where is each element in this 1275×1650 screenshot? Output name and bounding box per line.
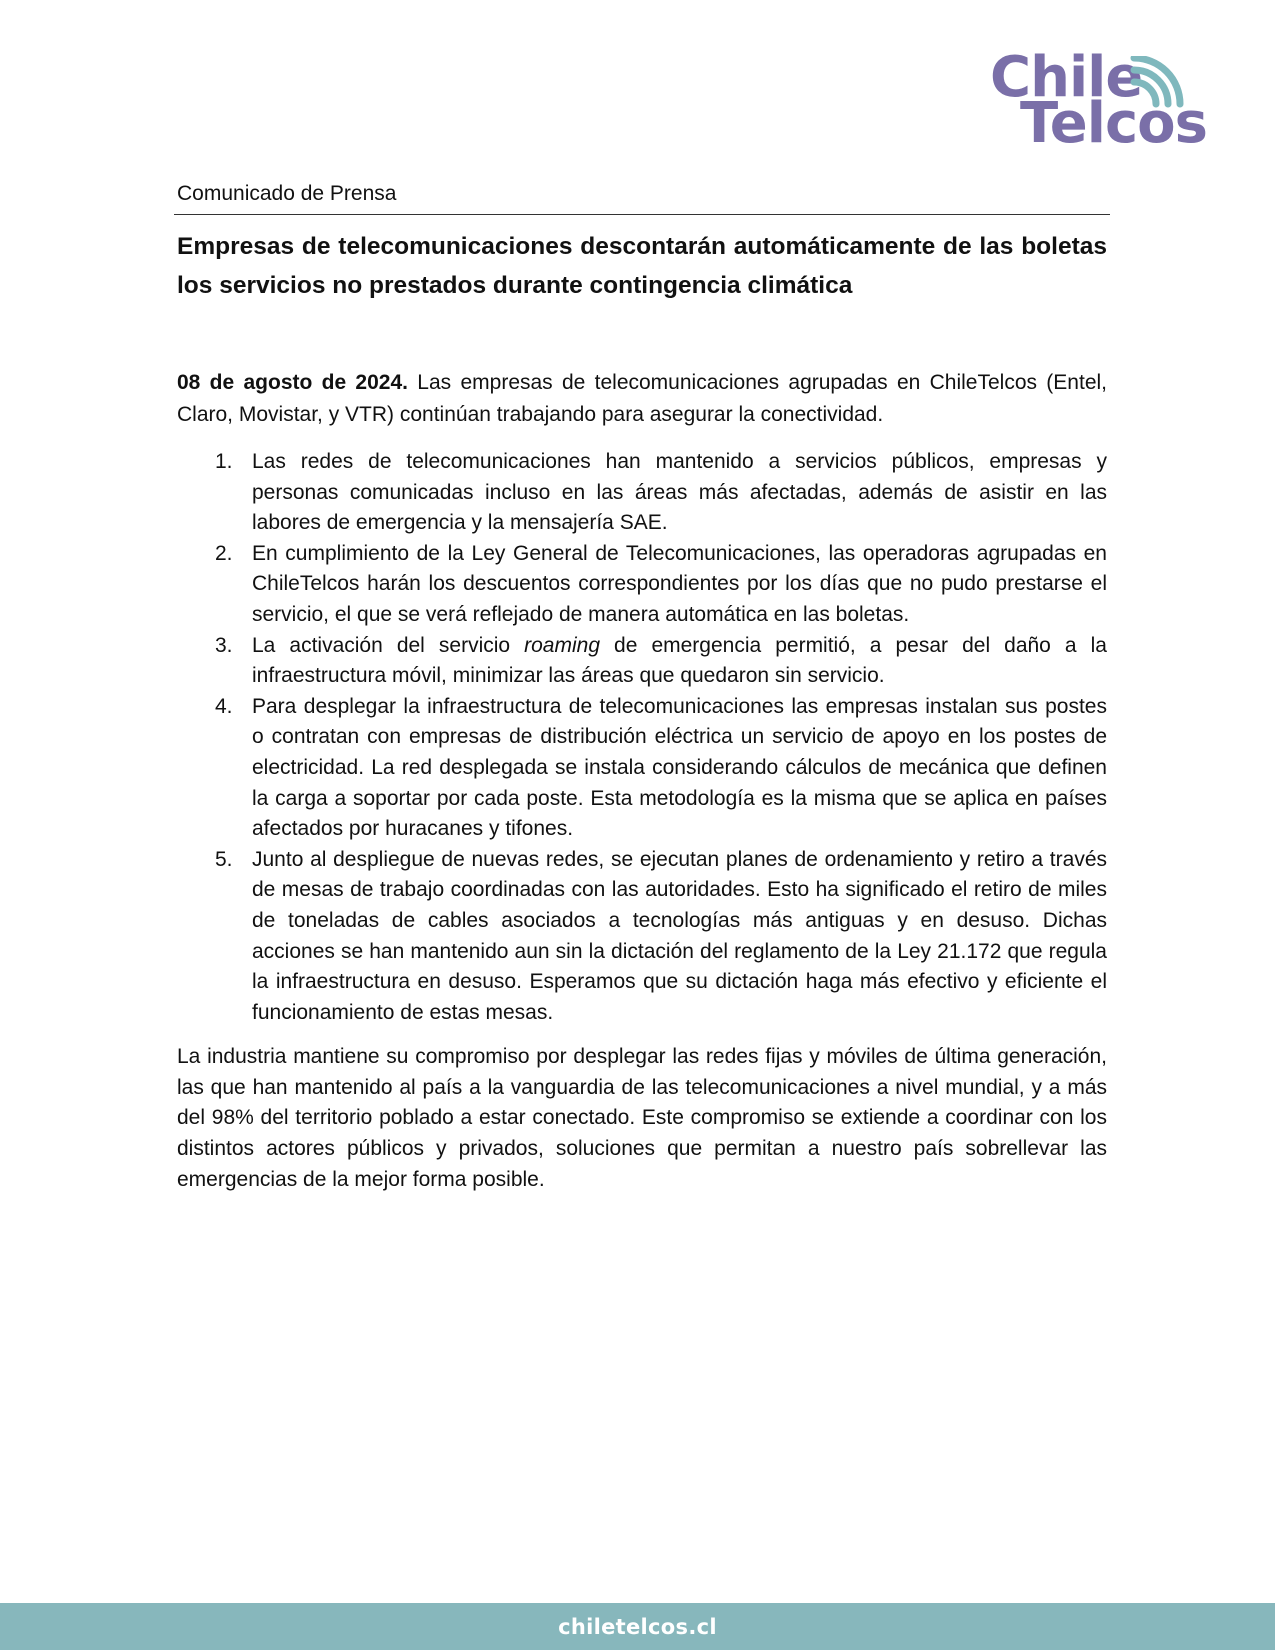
logo-text-chile: Chile	[990, 45, 1143, 110]
lead-paragraph	[177, 367, 1107, 431]
document-type-label: Comunicado de Prensa	[174, 180, 1110, 215]
footer-bar	[0, 1603, 1275, 1650]
list-item-text: En cumplimiento de la Ley General de Telecomunicaciones, las operadoras agrupadas en ChileTelcos harán los descuentos correspondientes por los días que no pudo prestarse el servicio, el que se verá reflejado de manera automática en las boletas.	[252, 541, 1107, 626]
list-item-text: Para desplegar la infraestructura de telecomunicaciones las empresas instalan sus postes o contratan con empresas de distribución eléctrica un servicio de apoyo en los postes de electricidad. La red desplegada se instala considerando cálculos de mecánica que definen la carga a soportar por cada poste. Esta metodología es la misma que se aplica en países afectados por huracanes y tifones.	[252, 694, 1107, 841]
closing-paragraph: La industria mantiene su compromiso por desplegar las redes fijas y móviles de última generación, las que han mantenido al país a la vanguardia de las telecomunicaciones a nivel mundial, y a más del 98% del territorio poblado a estar conectado. Este compromiso se extiende a coordinar con los distintos actores públicos y privados, soluciones que permitan a nuestro país sobrellevar las emergencias de la mejor forma posible.	[177, 1045, 1107, 1191]
list-item-number: 3.	[215, 633, 233, 657]
release-date: 08 de agosto de 2024.	[177, 371, 408, 394]
roaming-emphasis: roaming	[524, 633, 600, 657]
list-item	[177, 447, 1107, 539]
lead-text: Las empresas de telecomunicaciones agrupadas en ChileTelcos (Entel, Claro, Movistar, y VTR) continúan trabajando para asegurar la conectividad.	[177, 371, 1107, 426]
list-item-number: 5.	[215, 847, 233, 871]
list-item-number: 2.	[215, 541, 233, 565]
list-item-text-before: La activación del servicio	[252, 633, 525, 657]
logo-text-telcos: Telcos	[1020, 91, 1207, 156]
list-item	[177, 631, 1107, 692]
press-release-body	[177, 180, 1107, 1195]
list-item-number: 1.	[215, 450, 233, 473]
list-item	[177, 539, 1107, 631]
list-item-text-after: de emergencia permitió, a pesar del daño a la infraestructura móvil, minimizar las áreas que quedaron sin servicio.	[252, 633, 1107, 688]
numbered-list	[177, 447, 1107, 1028]
list-item-number: 4.	[215, 694, 233, 718]
list-item-text	[252, 634, 1107, 688]
list-item-text: Junto al despliegue de nuevas redes, se ejecutan planes de ordenamiento y retiro a través de mesas de trabajo coordinadas con las autoridades. Esto ha significado el retiro de miles de toneladas de cables asociados a tecnologías más antiguas y en desuso. Dichas acciones se han mantenido aun sin la dictación del reglamento de la Ley 21.172 que regula la infraestructura en desuso. Esperamos que su dictación haga más efectivo y eficiente el funcionamiento de estas mesas.	[252, 847, 1107, 1024]
list-item-text: Las redes de telecomunicaciones han mantenido a servicios públicos, empresas y personas comunicadas incluso en las áreas más afectadas, además de asistir en las labores de emergencia y la mensajería SAE.	[252, 450, 1107, 535]
list-item	[177, 845, 1107, 1029]
list-item	[177, 692, 1107, 845]
website-link[interactable]: chiletelcos.cl	[558, 1614, 717, 1639]
headline: Empresas de telecomunicaciones descontarán automáticamente de las boletas los servicios no prestados durante contingencia climática	[177, 233, 1107, 299]
chiletelcos-logo	[990, 45, 1207, 160]
